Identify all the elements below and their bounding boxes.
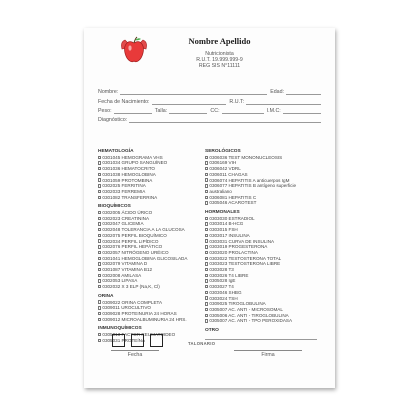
- exam-label: 0302025 FERRITINA: [102, 183, 146, 189]
- checkbox-icon[interactable]: [205, 239, 208, 242]
- checkbox-icon[interactable]: [205, 257, 208, 260]
- exam-label: 0301038 HEMOGLOBINA: [102, 171, 156, 177]
- exam-label: 0306077 HEPATITIS B antígeno superficie: [209, 183, 297, 189]
- prescription-header: [84, 36, 335, 70]
- checkbox-icon[interactable]: [205, 178, 208, 181]
- checkbox-icon[interactable]: [98, 245, 101, 248]
- peso-line[interactable]: [114, 108, 152, 114]
- exam-label: 0303023 TESTOSTERONA LIBRE: [209, 261, 281, 267]
- nombre-label: Nombre:: [98, 89, 119, 96]
- checkbox-icon[interactable]: [205, 222, 208, 225]
- checkbox-icon[interactable]: [205, 285, 208, 288]
- exam-label: 0305046 ACAROTEST: [209, 200, 257, 206]
- exam-label: 0306011 CHAGAS: [209, 171, 248, 177]
- checkbox-icon[interactable]: [205, 268, 208, 271]
- checkbox-icon[interactable]: [98, 333, 101, 336]
- imc-line[interactable]: [283, 108, 321, 114]
- checkbox-icon[interactable]: [98, 156, 101, 159]
- exam-label: 0303014 B-HCG: [209, 221, 244, 227]
- checkbox-icon[interactable]: [98, 173, 101, 176]
- section-title: SEROLÓGICOS: [205, 149, 241, 154]
- right-exam-column: [205, 149, 323, 340]
- diagnostico-line[interactable]: [129, 117, 321, 123]
- exam-label: 0303022 TESTOSTERONA TOTAL: [209, 255, 282, 261]
- exam-label: 0303020 PROLACTINA: [209, 249, 258, 255]
- exam-item[interactable]: [98, 317, 202, 323]
- checkbox-icon[interactable]: [205, 314, 208, 317]
- exam-label: 0309028 PROTEINURIA 24 HORAS: [102, 310, 177, 316]
- exam-label: 0302032 X 3 ELP (Na,K, Cl): [102, 284, 160, 290]
- checkbox-icon[interactable]: [98, 268, 101, 271]
- exam-label: 0302005 ÁCIDO ÚRICO: [102, 210, 153, 216]
- exam-label: 0305007 AC. ANTI - MICROSOMAL: [209, 306, 283, 312]
- checkbox-icon[interactable]: [98, 190, 101, 193]
- exam-label: 0301041 HEMOGLOBINA GLICOSILADA: [102, 255, 188, 261]
- exam-item[interactable]: [98, 284, 202, 290]
- checkbox-icon[interactable]: [98, 161, 101, 164]
- checkbox-icon[interactable]: [98, 228, 101, 231]
- exam-label: 0303015 FSH: [209, 227, 238, 233]
- checkbox-icon[interactable]: [205, 296, 208, 299]
- checkbox-icon[interactable]: [205, 173, 208, 176]
- checkbox-icon[interactable]: [98, 217, 101, 220]
- checkbox-icon[interactable]: [98, 285, 101, 288]
- exam-label: 0302047 GLICEMIA: [102, 221, 144, 227]
- exam-label: 0309025 TIROGLOBULINA: [209, 301, 266, 307]
- firma-line: [234, 350, 302, 351]
- section-title: HEMATOLOGÍA: [98, 149, 134, 154]
- exam-label: 0303024 TSH: [209, 295, 238, 301]
- prescription-sheet: [84, 28, 335, 388]
- checkbox-1[interactable]: [112, 334, 125, 347]
- exam-label: 0306042 VDRL: [209, 166, 241, 172]
- exam-label: 0305028 IgE: [209, 278, 236, 284]
- exam-label: 0305006 AC. ANTI - TIROGLOBULINA: [209, 312, 289, 318]
- exam-label: 0306081 HEPATITIS C: [209, 194, 257, 200]
- exam-label: 0303028 T3: [209, 267, 234, 273]
- checkbox-3[interactable]: [150, 334, 163, 347]
- fecha-line: [111, 350, 159, 351]
- checkbox-icon[interactable]: [205, 279, 208, 282]
- checkbox-icon[interactable]: [205, 308, 208, 311]
- checkbox-icon[interactable]: [98, 178, 101, 181]
- exam-label: 0305007 AC. ANTI - TPO PEROXIDASA: [209, 318, 293, 324]
- checkbox-icon[interactable]: [98, 318, 101, 321]
- exam-label: 0301082 TRANSFERRINA: [102, 194, 158, 200]
- checkbox-icon[interactable]: [98, 257, 101, 260]
- nacimiento-line[interactable]: [152, 99, 227, 105]
- firma-label: Firma: [261, 352, 275, 358]
- checkbox-icon[interactable]: [98, 339, 101, 342]
- doctor-registration: REG SIS N°11111: [198, 63, 241, 70]
- checkbox-icon[interactable]: [98, 222, 101, 225]
- nombre-line[interactable]: [120, 89, 267, 95]
- doctor-rut: R.U.T. 19.999.999-9: [196, 57, 243, 64]
- exam-label: 0302075 PERFIL BIOQUÍMICO: [102, 232, 167, 238]
- exam-label: 0302076 PERFIL HEPÁTICO: [102, 244, 163, 250]
- exam-item[interactable]: [205, 200, 323, 206]
- exam-label: 0305031 PROTEÍNA: [102, 337, 146, 343]
- exam-label: 0303017 INSULINA: [209, 232, 250, 238]
- section-title: INMUNOQUÍMICOS: [98, 326, 142, 332]
- exam-label: 0303026 T4 LIBRE: [209, 272, 249, 278]
- exam-label: 0301059 PROTOMBINA: [102, 177, 153, 183]
- exam-label: 0303019 PROGESTERONA: [209, 244, 268, 250]
- checkbox-icon[interactable]: [205, 161, 208, 164]
- section-title: BIOQUÍMICOS: [98, 204, 131, 210]
- checkbox-icon[interactable]: [98, 306, 101, 309]
- name-row: [98, 86, 321, 95]
- exam-label: 0302048 TOLERANCIA A LA GLUCOSA: [102, 227, 185, 233]
- section-title: OTRO: [205, 328, 219, 334]
- left-exam-column: [98, 149, 202, 344]
- patient-fields: [98, 86, 321, 123]
- exam-label: 0301036 HEMATOCRITO: [102, 166, 155, 172]
- checkbox-icon[interactable]: [98, 262, 101, 265]
- doctor-name: Nombre Apellido: [188, 36, 251, 46]
- otro-line[interactable]: [205, 334, 317, 340]
- cc-line[interactable]: [222, 108, 264, 114]
- doctor-profession: Nutricionista: [205, 51, 234, 57]
- exam-label: 0303030 ESTRADIOL: [209, 215, 255, 221]
- measures-row: [98, 105, 321, 114]
- checkbox-icon[interactable]: [205, 251, 208, 254]
- checkbox-icon[interactable]: [205, 234, 208, 237]
- talla-line[interactable]: [169, 108, 207, 114]
- exam-label: 0303031 CURVA DE INSULINA: [209, 238, 275, 244]
- edad-label: Edad:: [270, 89, 285, 96]
- checkbox-icon[interactable]: [205, 291, 208, 294]
- checkbox-icon[interactable]: [98, 251, 101, 254]
- exam-label: 0309022 ORINA COMPLETA: [102, 299, 163, 305]
- exam-label: 0309011 UROCULTIVO: [102, 305, 151, 311]
- edad-line[interactable]: [286, 89, 321, 95]
- exam-label: 0303027 T4: [209, 284, 234, 290]
- exam-label: 0306074 HEPATITIS A anticuerpos IgM: [209, 177, 290, 183]
- birth-row: [98, 95, 321, 104]
- checkbox-icon[interactable]: [98, 312, 101, 315]
- exam-item[interactable]: [205, 318, 323, 324]
- checkbox-icon[interactable]: [205, 274, 208, 277]
- checkbox-icon[interactable]: [205, 262, 208, 265]
- checkbox-icon[interactable]: [205, 184, 208, 187]
- exam-label: 0302079 VITAMINA D: [102, 261, 148, 267]
- peso-label: Peso:: [98, 107, 112, 114]
- fecha-label: Fecha: [127, 352, 143, 358]
- exam-label: 0302033 FERREMIA: [102, 188, 146, 194]
- exam-label: 0302053 LIPASA: [102, 278, 138, 284]
- imc-label: I.M.C:: [266, 107, 281, 114]
- exam-item[interactable]: [98, 195, 202, 201]
- checkbox-icon[interactable]: [98, 196, 101, 199]
- checkbox-icon[interactable]: [98, 239, 101, 242]
- exam-label: 0302023 CREATININA: [102, 215, 150, 221]
- checkbox-icon[interactable]: [205, 217, 208, 220]
- checkbox-icon[interactable]: [98, 234, 101, 237]
- checkbox-icon[interactable]: [205, 319, 208, 322]
- checkbox-icon[interactable]: [205, 201, 208, 204]
- exam-label: 0303046 SHBG: [209, 289, 242, 295]
- checkbox-icon[interactable]: [205, 228, 208, 231]
- nacimiento-label: Fecha de Nacimiento:: [98, 98, 150, 105]
- checkbox-icon[interactable]: [205, 167, 208, 170]
- checkbox-2[interactable]: [131, 334, 144, 347]
- exam-label: 0309012 MICROALBUMINURIA 24 HRS.: [102, 316, 187, 322]
- exam-label: 0302008 AMILASA: [102, 272, 142, 278]
- cc-label: CC:: [210, 107, 220, 114]
- section-title: ORINA: [98, 293, 114, 299]
- exam-label: 0305013 FACTOR REUMATOIDEO: [102, 332, 176, 338]
- exam-label: 0301034 GRUPO SANGUÍNEO: [102, 160, 168, 166]
- checkbox-icon[interactable]: [205, 190, 208, 193]
- section-title: HORMONALES: [205, 210, 240, 216]
- exam-label: 0302057 NITRÓGENO URÉICO: [102, 249, 169, 255]
- exam-label: 0302034 PERFIL LIPÍDICO: [102, 238, 159, 244]
- checkbox-icon[interactable]: [205, 156, 208, 159]
- checkbox-icon[interactable]: [98, 211, 101, 214]
- checkbox-icon[interactable]: [98, 167, 101, 170]
- brand-logo: TALONARIO: [188, 341, 216, 346]
- checkbox-icon[interactable]: [98, 300, 101, 303]
- diagnostico-label: Diagnóstico:: [98, 117, 128, 124]
- rut-label: R.U.T:: [229, 98, 245, 105]
- checkbox-icon[interactable]: [98, 279, 101, 282]
- diagnosis-row: [98, 114, 321, 123]
- checkbox-icon[interactable]: [98, 184, 101, 187]
- checkbox-icon[interactable]: [98, 274, 101, 277]
- checkbox-icon[interactable]: [205, 302, 208, 305]
- exam-label: australiano: [209, 188, 232, 194]
- checkbox-icon[interactable]: [205, 196, 208, 199]
- checkbox-icon[interactable]: [205, 245, 208, 248]
- exam-label: 0306169 VIH: [209, 160, 237, 166]
- exam-label: 0306036 TEST MONONUCLEOSIS: [209, 154, 283, 160]
- talla-label: Talla:: [154, 107, 168, 114]
- exam-label: 0301045 HEMOGRAMA VHS: [102, 154, 163, 160]
- exam-label: 0301087 VITAMINA B12: [102, 267, 153, 273]
- checkbox-group: [112, 334, 163, 347]
- rut-line[interactable]: [246, 99, 321, 105]
